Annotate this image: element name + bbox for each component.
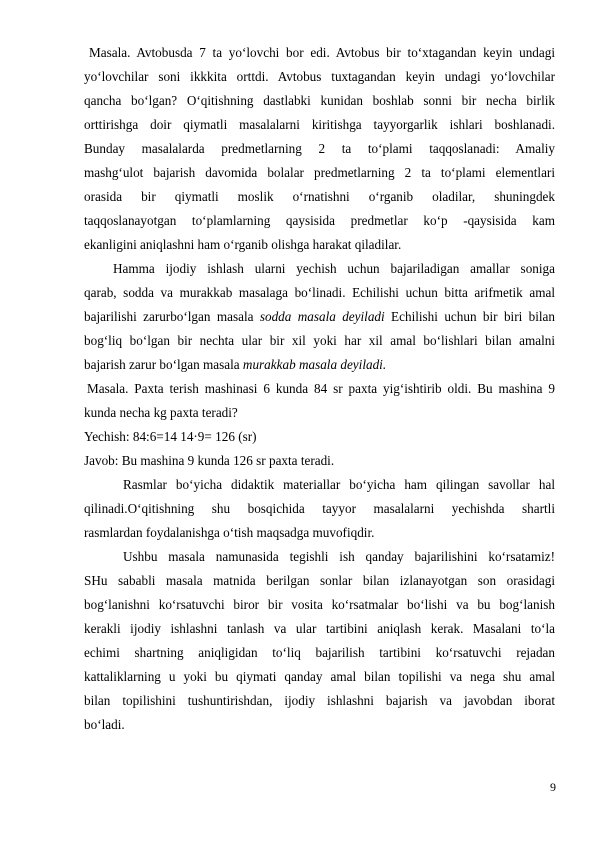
- text-span: bajarilishi zarurbo‘lgan masala: [84, 309, 260, 324]
- page-number: 9: [550, 780, 556, 794]
- text-line: orttirishga doir qiymatli masalalarni kiritishga tayyorgarlik ishlari boshlanadi.: [84, 117, 555, 132]
- text-line: bog‘lanishni ko‘rsatuvchi biror bir vosita ko‘rsatmalar bo‘lishi va bu bog‘lanish: [84, 597, 555, 612]
- text-line: bilan topilishini tushuntirishdan, ijodiy ishlashni bajarish va javobdan iborat: [84, 693, 555, 708]
- text-line: ekanligini aniqlashni ham o‘rganib olishga harakat qiladilar.: [84, 237, 402, 252]
- text-line: kunda necha kg paxta teradi?: [84, 405, 238, 420]
- text-line: rasmlardan foydalanishga o‘tish maqsadga muvofiqdir.: [84, 525, 375, 540]
- text-line: SHu sababli masala matnida berilgan sonlar bilan izlanayotgan son orasidagi: [84, 573, 555, 588]
- text-line: [84, 307, 555, 327]
- text-line: kerakli ijodiy ishlashni tanlash va ular tartibini aniqlash kerak. Masalani to‘la: [84, 621, 555, 636]
- text-line: echimi shartning aniqligidan to‘liq bajarilish tartibini ko‘rsatuvchi rejadan: [84, 645, 555, 660]
- text-line: qilinadi.O‘qitishning shu bosqichida tayyor masalalarni yechishda shartli: [84, 501, 555, 516]
- text-line: Hamma ijodiy ishlash ularni yechish uchun bajariladigan amallar soniga: [113, 261, 555, 276]
- text-line: taqqoslanayotgan to‘plamlarning qaysisida predmetlar ko‘p -qaysisida kam: [84, 213, 555, 228]
- text-line: yo‘lovchilar soni ikkkita orttdi. Avtobus tuxtagandan keyin undagi yo‘lovchilar: [84, 69, 555, 84]
- text-line: Yechish: 84:6=14 14·9= 126 (sr): [84, 429, 257, 444]
- text-line: qarab, sodda va murakkab masalaga bo‘linadi. Echilishi uchun bitta arifmetik amal: [84, 285, 555, 300]
- text-line: Javob: Bu mashina 9 kunda 126 sr paxta teradi.: [84, 453, 335, 468]
- text-line: Ushbu masala namunasida tegishli ish qanday bajarilishini ko‘rsatamiz!: [123, 549, 555, 564]
- term-sodda-masala: sodda masala deyiladi: [259, 309, 385, 324]
- text-line: orasida bir qiymatli moslik o‘rnatishni o‘rganib oladilar, shuningdek: [84, 189, 555, 204]
- text-line: bog‘liq bo‘lgan bir nechta ular bir xil yoki har xil amal bo‘lishlari bilan amalni: [84, 333, 555, 348]
- text-line: [84, 355, 555, 375]
- text-line: qancha bo‘lgan? O‘qitishning dastlabki kunidan boshlab sonni bir necha birlik: [84, 93, 555, 108]
- text-line: bo‘ladi.: [84, 717, 125, 732]
- text-line: mashg‘ulot bajarish davomida bolalar predmetlarning 2 ta to‘plami elementlari: [84, 165, 555, 180]
- text-line: Rasmlar bo‘yicha didaktik materiallar bo‘yicha ham qilingan savollar hal: [123, 477, 555, 492]
- text-line: kattaliklarning u yoki bu qiymati qanday amal bilan topilishi va nega shu amal: [84, 669, 555, 684]
- text-line: Masala. Paxta terish mashinasi 6 kunda 84 sr paxta yig‘ishtirib oldi. Bu mashina 9: [87, 381, 555, 396]
- text-span: Echilishi uchun bir biri bilan: [384, 309, 555, 324]
- text-line: Masala. Avtobusda 7 ta yo‘lovchi bor edi. Avtobus bir to‘xtagandan keyin undagi: [89, 45, 555, 60]
- text-line: Bunday masalalarda predmetlarning 2 ta to‘plami taqqoslanadi: Amaliy: [84, 141, 555, 156]
- text-span: bajarish zarur bo‘lgan masala: [84, 357, 243, 372]
- term-murakkab-masala: murakkab masala deyiladi.: [242, 357, 387, 372]
